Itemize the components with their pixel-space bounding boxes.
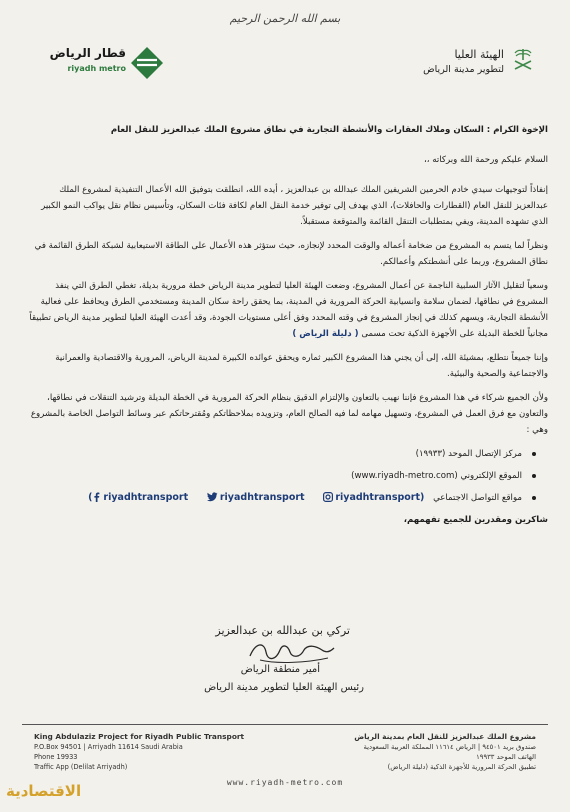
letter-body [28, 122, 548, 536]
bullet-icon [532, 474, 536, 478]
footer-ar-address: صندوق بريد ٩٤٥٠١ | الرياض ١١٦١٤ المملكة العربية السعودية [363, 743, 536, 751]
unified-center-text: مركز الإتصال الموحد (١٩٩٣٣) [415, 449, 522, 459]
signatory-name: تركي بن عبدالله بن عبدالعزيز [215, 624, 350, 637]
palm-swords-emblem-icon [510, 46, 536, 72]
footer-ar-phone: الهاتف الموحد ١٩٩٣٣ [476, 753, 536, 761]
metro-name-en: riyadh metro [67, 64, 126, 73]
paragraph-3-text: وسعياً لتقليل الآثار السلبية الناجمة عن أعمال المشروع، وضعت الهيئة العليا لتطوير مدينة الرياض خطة مرورية بديلة، تغطي الطرق التي ينفذ المشروع في نطاقها، لضمان سلامة وانسيابية الحركة المرورية في المدينة، بما يحقق راحة سكان المدينة ومستخدمي الطرق ويحافظ على فعالية الأنشطة التجارية، ويسهم كذلك في إنجاز المشروع في وقته المحدد وفق أعلى مستويات الجودة، وقد أعدت الهيئة العليا لتطوير مدينة الرياض تطبيقاً مجانياً للخطة البديلة على الأجهزة الذكية تحت مسمى [29, 281, 548, 339]
bullet-icon [532, 496, 536, 500]
footer-website: www.riyadh-metro.com [226, 778, 344, 787]
footer-en-phone: Phone 19933 [34, 753, 78, 761]
contact-social [28, 490, 536, 506]
paragraph-2: ونظراً لما يتسم به المشروع من ضخامة أعماله والوقت المحدد لإنجازه، حيث ستؤثر هذه الأعمال على الطاقة الاستيعابية لشبكة الطرق القائمة في نطاق المشروع، وربما على أنشطتكم وأعمالكم. [34, 241, 548, 267]
authority-name-line2: لتطوير مدينة الرياض [423, 64, 504, 75]
paragraph-3 [28, 278, 548, 342]
footer-en [34, 732, 294, 772]
instagram-icon [323, 492, 333, 502]
contact-unified-center [28, 446, 536, 462]
authority-name-line1: الهيئة العليا [454, 48, 504, 61]
footer-en-app: Traffic App (Delilat Arriyadh) [34, 763, 128, 771]
footer-en-address: P.O.Box 94501 | Arriyadh 11614 Saudi Arabia [34, 743, 183, 751]
paragraph-5: ولأن الجميع شركاء في هذا المشروع فإننا نهيب بالتعاون والإلتزام الدقيق بنظام الحركة المرورية في الخطة البديلة وترشيد التنقلات في نطاقها، والتعاون مع فرق العمل في المشروع، وتسهيل مهامه لما فيه الصالح العام، وتزويده بملاحظاتكم ومُقترحاتكم عبر وسائط التواصل الخاصة بالمشروع وهي : [30, 393, 548, 435]
social-label: مواقع التواصل الاجتماعي [433, 493, 522, 503]
paragraph-1: إنفاذاً لتوجيهات سيدي خادم الحرمين الشريفين الملك عبدالله بن عبدالعزيز ، أيده الله، انطلقت بتوفيق الله الأعمال التنفيذية لمشروع الملك عبدالعزيز للنقل العام (القطارات والحافلات)، الذي يهدف إلى توفير خدمة النقل العام لكافة فئات السكان، وتأسيس نظام نقل يواكب النمو الكبير الذي تشهده المدينة، ويفي بمتطلبات التنقل القائمة والمتوقعة مستقبلاً. [41, 185, 548, 227]
bismillah: بسم الله الرحمن الرحيم [229, 12, 341, 25]
footer-ar-title: مشروع الملك عبدالعزيز للنقل العام بمدينة الرياض [354, 732, 536, 741]
twitter-bird-icon [207, 492, 218, 502]
newspaper-watermark: الاقتصادية [6, 782, 82, 800]
salutation: الإخوة الكرام : السكان وملاك العقارات والأنشطة التجارية في نطاق مشروع الملك عبدالعزيز للنقل العام [110, 125, 548, 135]
handwritten-signature-icon [246, 638, 336, 666]
instagram-handle: riyadhtransport) [323, 490, 424, 506]
footer-en-title: King Abdulaziz Project for Riyadh Public Transport [34, 732, 245, 741]
twitter-handle: riyadhtransport [207, 490, 305, 506]
footer-divider [22, 724, 548, 725]
signatory-title-2: رئيس الهيئة العليا لتطوير مدينة الرياض [204, 682, 364, 693]
greeting: السلام عليكم ورحمة الله وبركاته ،، [424, 155, 548, 165]
bullet-icon [532, 452, 536, 456]
app-name: ( دليلة الرياض ) [292, 329, 359, 339]
social-handles [72, 490, 424, 506]
website-text: الموقع الإلكتروني (www.riyadh-metro.com) [351, 471, 522, 481]
riyadh-metro-logo [49, 44, 170, 84]
closing: شاكرين ومقدرين للجميع تفهمهم، [403, 515, 548, 525]
signatory-title-1: أمير منطقة الرياض [240, 664, 320, 675]
contact-list [28, 446, 548, 506]
facebook-icon [92, 492, 101, 502]
metro-diamond-icon [130, 46, 164, 80]
metro-name-ar: قطار الرياض [49, 46, 126, 60]
footer-ar-app: تطبيق الحركة المرورية للأجهزة الذكية (دليلة الرياض) [387, 763, 536, 771]
paragraph-4: وإننا جميعاً نتطلع، بمشيئة الله، إلى أن يجني هذا المشروع الكبير ثماره ويحقق عوائده الكبيرة لمدينة الرياض، المرورية والاقتصادية والعمرانية والاجتماعية والصحية والبيئية. [55, 353, 548, 379]
facebook-handle: ( riyadhtransport [88, 492, 189, 503]
contact-website [28, 468, 536, 484]
footer-ar [306, 732, 536, 772]
